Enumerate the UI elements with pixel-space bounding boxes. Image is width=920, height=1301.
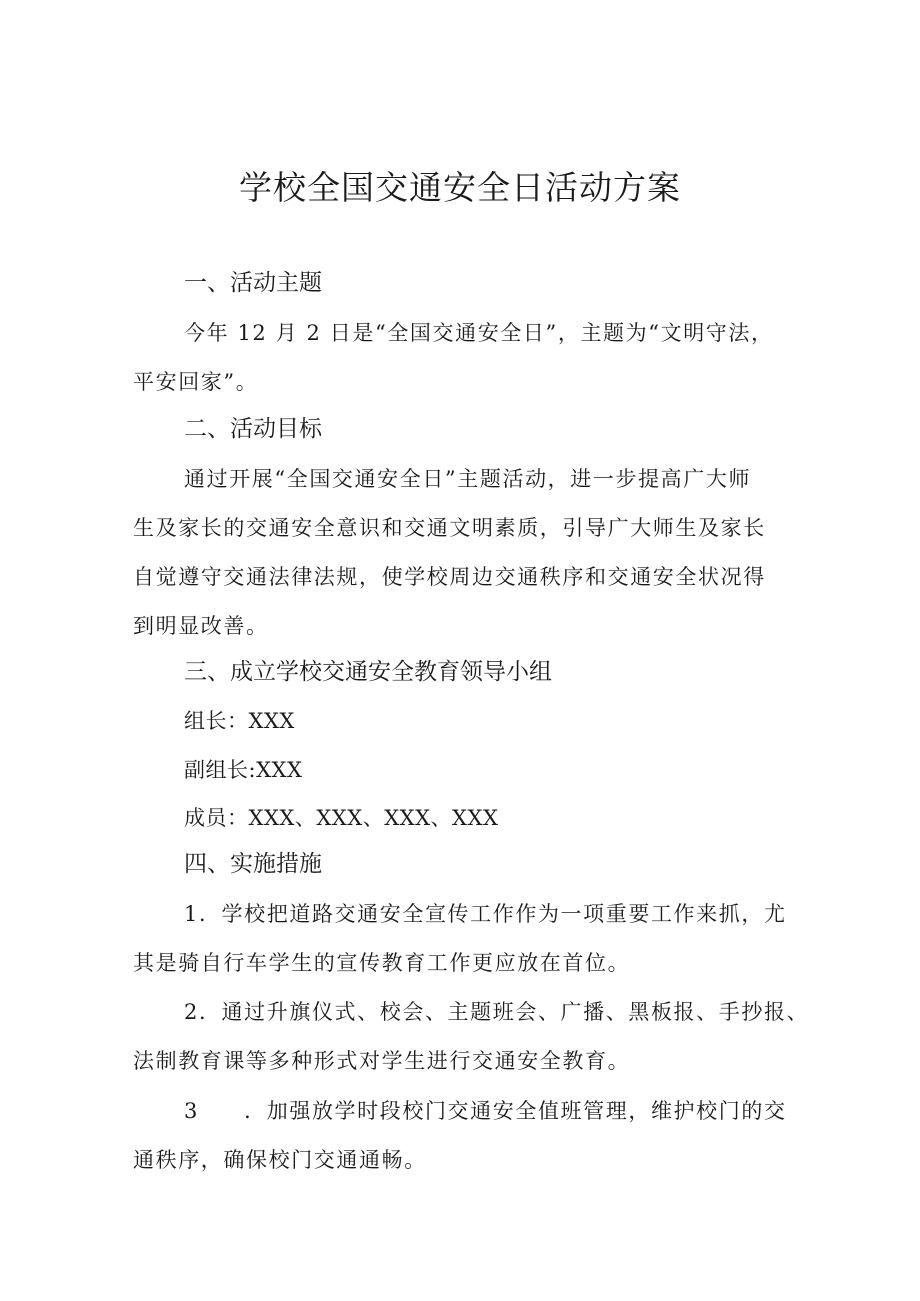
deputy-leader-line: 副组长:XXX [184, 758, 303, 782]
section-heading-measures: 四、实施措施 [184, 851, 322, 877]
paragraph-line: 生及家长的交通安全意识和交通文明素质，引导广大师生及家长 [133, 516, 766, 540]
measure-item-1-line: 1．学校把道路交通安全宣传工作作为一项重要工作来抓，尤 [184, 902, 787, 926]
measure-item-2-line: 法制教育课等多种形式对学生进行交通安全教育。 [133, 1049, 631, 1073]
paragraph-line: 通过开展“全国交通安全日”主题活动，进一步提高广大师 [184, 467, 752, 491]
members-line: 成员：XXX、XXX、XXX、XXX [184, 806, 499, 830]
section-heading-goal: 二、活动目标 [184, 416, 322, 442]
group-leader-line: 组长：XXX [184, 709, 295, 733]
measure-item-3-line: 通秩序，确保校门交通通畅。 [133, 1148, 427, 1172]
measure-item-1-line: 其是骑自行车学生的宣传教育工作更应放在首位。 [133, 951, 631, 975]
paragraph-line: 自觉遵守交通法律法规，使学校周边交通秩序和交通安全状况得 [133, 565, 766, 589]
document-title: 学校全国交通安全日活动方案 [239, 168, 681, 207]
paragraph-line: 到明显改善。 [133, 614, 269, 638]
paragraph-line: 今年 12 月 2 日是“全国交通安全日”，主题为“文明守法， [184, 321, 774, 345]
measure-item-2-line: 2．通过升旗仪式、校会、主题班会、广播、黑板报、手抄报、 [184, 1000, 810, 1024]
section-heading-theme: 一、活动主题 [184, 270, 322, 296]
paragraph-line: 平安回家”。 [133, 370, 259, 394]
measure-item-3-line: 3 ．加强放学时段校门交通安全值班管理，维护校门的交 [184, 1099, 787, 1123]
section-heading-leadership-group: 三、成立学校交通安全教育领导小组 [184, 659, 552, 685]
